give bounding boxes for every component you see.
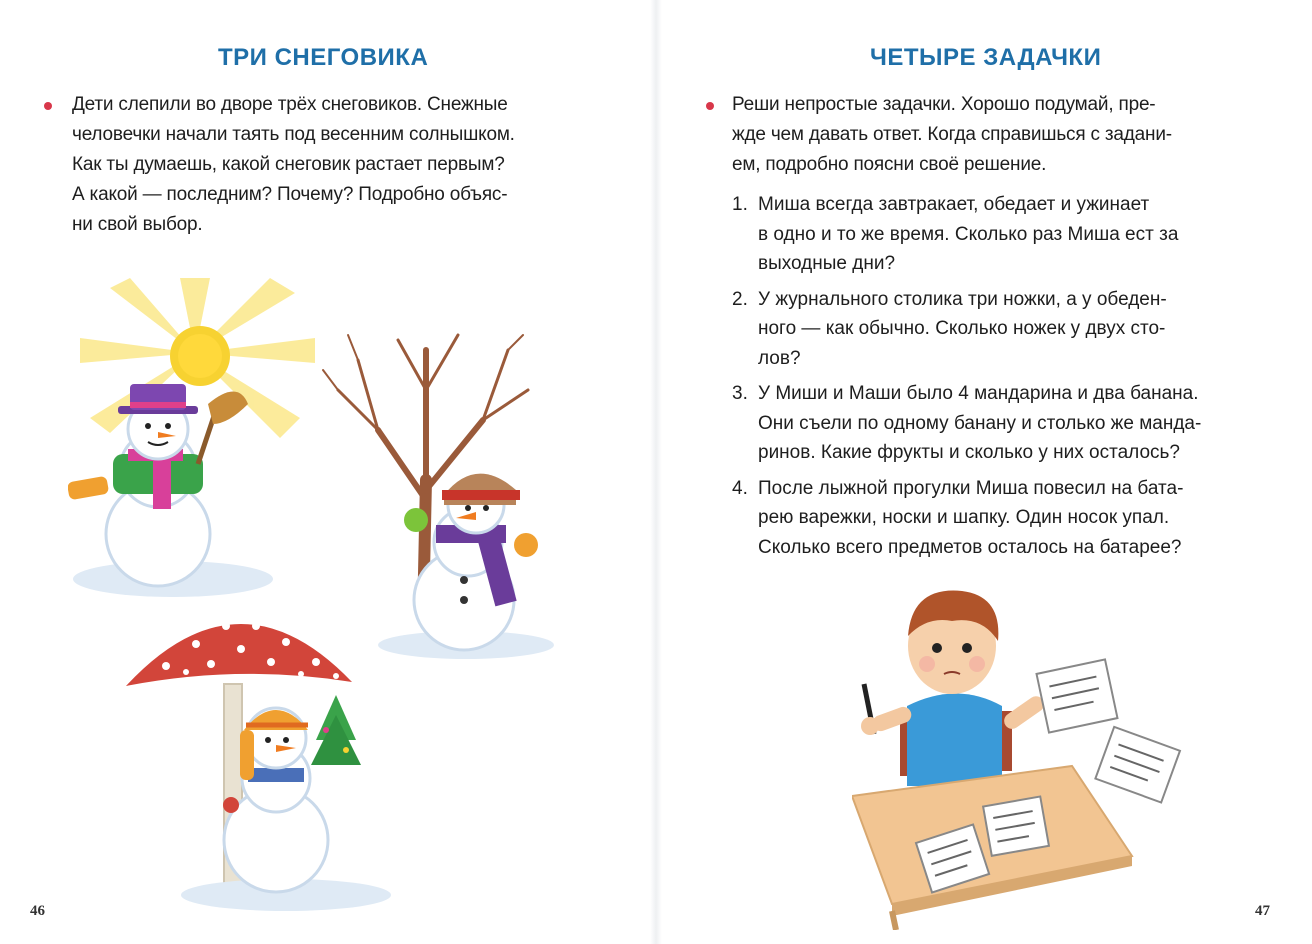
task-item	[732, 379, 1292, 468]
paragraph-line: А какой — последним? Почему? Подробно объяс-	[72, 184, 508, 205]
task-line: ного — как обычно. Сколько ножек у двух сто-	[758, 318, 1166, 339]
paragraph-line: жде чем давать ответ. Когда справишься с задани-	[732, 124, 1172, 145]
task-line: в одно и то же время. Сколько раз Миша ест за	[758, 223, 1179, 245]
right-page	[656, 0, 1312, 944]
task-line: рею варежки, носки и шапку. Один носок упал.	[758, 507, 1170, 528]
left-page-title: ТРИ СНЕГОВИКА	[218, 44, 429, 71]
task-item	[732, 474, 1292, 563]
task-number: 2.	[732, 288, 748, 310]
boy-at-desk-icon	[852, 586, 1182, 930]
bullet-icon	[44, 102, 52, 110]
right-intro-paragraph	[732, 90, 1282, 180]
task-number: 4.	[732, 477, 748, 499]
snowman-by-tree-icon	[376, 460, 556, 660]
task-line: Миша всегда завтракает, обедает и ужинает	[758, 194, 1150, 215]
paragraph-line: Реши непростые задачки. Хорошо подумай, пре-	[732, 94, 1156, 115]
task-line: После лыжной прогулки Миша повесил на бата-	[758, 477, 1184, 499]
snowman-under-mushroom-icon	[176, 690, 396, 915]
task-line: лов?	[758, 347, 801, 369]
paragraph-line: ни свой выбор.	[72, 214, 203, 235]
right-page-title: ЧЕТЫРЕ ЗАДАЧКИ	[870, 44, 1102, 71]
paragraph-line: человечки начали таять под весенним солнышком.	[72, 124, 515, 145]
task-line: Сколько всего предметов осталось на батарее?	[758, 536, 1182, 558]
bullet-icon	[706, 102, 714, 110]
paragraph-line: ем, подробно поясни своё решение.	[732, 154, 1047, 175]
right-page-number: 47	[1255, 903, 1270, 919]
task-number: 3.	[732, 383, 748, 404]
left-paragraph	[72, 90, 612, 240]
snowman-with-broom-icon	[68, 384, 278, 599]
task-list	[732, 190, 1292, 568]
paragraph-line: Как ты думаешь, какой снеговик растает первым?	[72, 154, 505, 175]
task-line: У Миши и Маши было 4 мандарина и два банана.	[758, 383, 1199, 404]
task-line: У журнального столика три ножки, а у обеден-	[758, 288, 1167, 310]
task-line: ринов. Какие фрукты и сколько у них осталось?	[758, 442, 1180, 463]
left-page-number: 46	[30, 903, 45, 919]
task-line: выходные дни?	[758, 253, 896, 274]
task-item	[732, 190, 1292, 279]
paragraph-line: Дети слепили во дворе трёх снеговиков. Снежные	[72, 94, 508, 115]
task-item	[732, 285, 1292, 374]
task-number: 1.	[732, 194, 748, 215]
task-line: Они съели по одному банану и столько же манда-	[758, 412, 1202, 434]
